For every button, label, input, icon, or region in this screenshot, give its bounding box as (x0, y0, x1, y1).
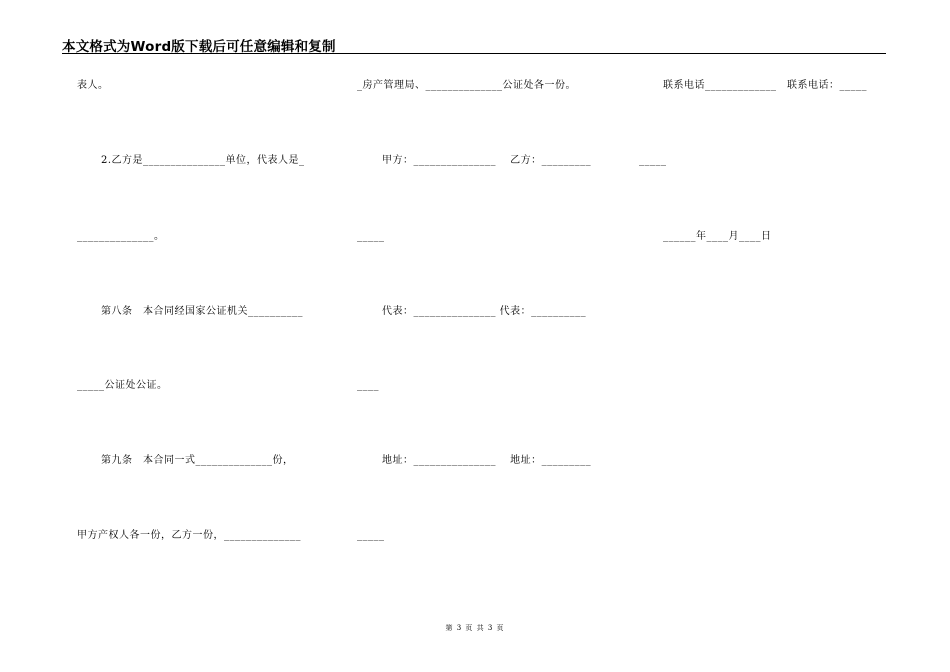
left-line-3: ______________。 (77, 231, 165, 242)
middle-line-6: 地址：_______________ 地址：_________ (382, 455, 592, 466)
middle-line-4: 代表：_______________ 代表：__________ (382, 306, 587, 317)
middle-line-2: 甲方：_______________ 乙方：_________ (382, 155, 592, 166)
middle-line-7: _____ (357, 530, 385, 541)
left-line-6: 第九条 本合同一式______________份， (101, 455, 294, 466)
middle-line-3: _____ (357, 231, 385, 242)
right-line-3: ______年____月____日 (663, 231, 772, 242)
header-divider (62, 53, 886, 54)
right-line-1: 联系电话_____________ 联系电话：_____ (663, 80, 867, 91)
page-number-footer: 第 3 页 共 3 页 (445, 624, 505, 632)
left-line-4: 第八条 本合同经国家公证机关__________ (101, 306, 303, 317)
document-header-title: 本文格式为Word版下载后可任意编辑和复制 (62, 39, 336, 55)
middle-line-5: ____ (357, 380, 379, 391)
right-line-2: _____ (639, 155, 667, 166)
left-line-7: 甲方产权人各一份，乙方一份，______________ (77, 530, 301, 541)
left-line-2: 2.乙方是_______________单位，代表人是_ (101, 155, 305, 166)
left-line-5: _____公证处公证。 (77, 380, 168, 391)
left-line-1: 表人。 (77, 80, 109, 91)
middle-line-1: _房产管理局、______________公证处各一份。 (357, 80, 576, 91)
